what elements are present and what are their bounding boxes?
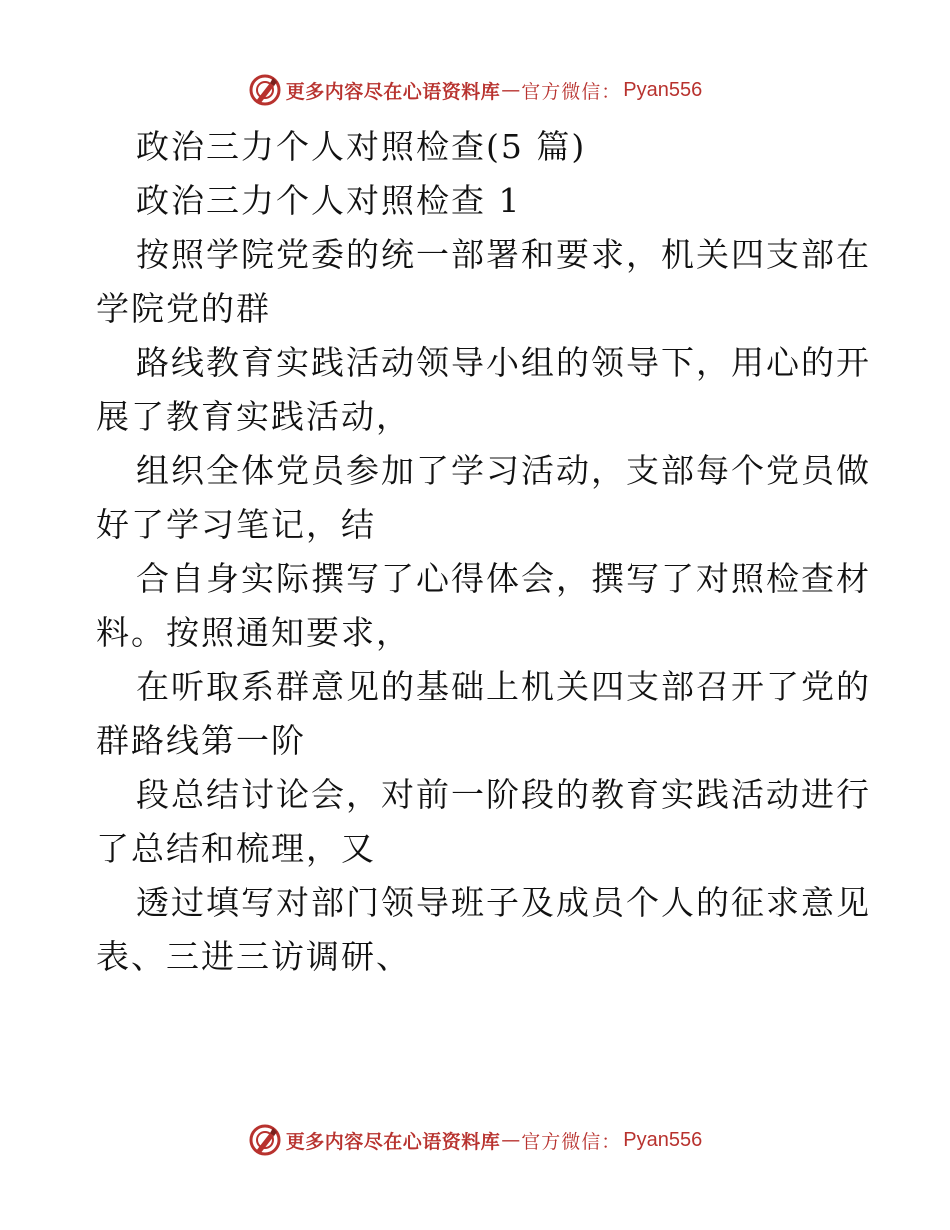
header-wechat-label: 官方微信： [521,80,622,103]
pen-logo-icon [248,73,282,107]
header-promo-text: 更多内容尽在心语资料库 [285,80,501,103]
header-dash: — [501,79,521,101]
footer-dash: — [501,1129,521,1151]
paragraph-line: 学院党的群 [96,289,271,328]
paragraph-line: 组织全体党员参加了学习活动，支部每个党员做 [136,451,871,490]
paragraph-line: 群路线第一阶 [96,721,306,760]
paragraph-line: 了总结和梳理，又 [96,829,376,868]
paragraph-line: 按照学院党委的统一部署和要求，机关四支部在 [136,235,871,274]
header-banner [0,70,950,110]
paragraph-line: 合自身实际撰写了心得体会，撰写了对照检查材 [136,559,871,598]
paragraph-line: 在听取系群意见的基础上机关四支部召开了党的 [136,667,871,706]
paragraph-line: 好了学习笔记，结 [96,505,376,544]
document-body [96,120,871,984]
document-title: 政治三力个人对照检查(5 篇) [136,127,587,166]
pen-logo-icon [248,1123,282,1157]
paragraph-line: 路线教育实践活动领导小组的领导下，用心的开 [136,343,871,382]
footer-wechat-id: Pyan556 [623,1128,703,1151]
paragraph-line: 表、三进三访调研、 [96,937,411,976]
paragraph-line: 段总结讨论会，对前一阶段的教育实践活动进行 [136,775,871,814]
paragraph-line: 透过填写对部门领导班子及成员个人的征求意见 [136,883,871,922]
paragraph-line: 料。按照通知要求， [96,613,411,652]
footer-promo-text: 更多内容尽在心语资料库 [285,1130,501,1153]
paragraph-line: 展了教育实践活动， [96,397,411,436]
section-heading: 政治三力个人对照检查 1 [136,181,522,220]
footer-wechat-label: 官方微信： [521,1130,622,1153]
footer-banner [0,1120,950,1160]
header-wechat-id: Pyan556 [623,78,703,101]
